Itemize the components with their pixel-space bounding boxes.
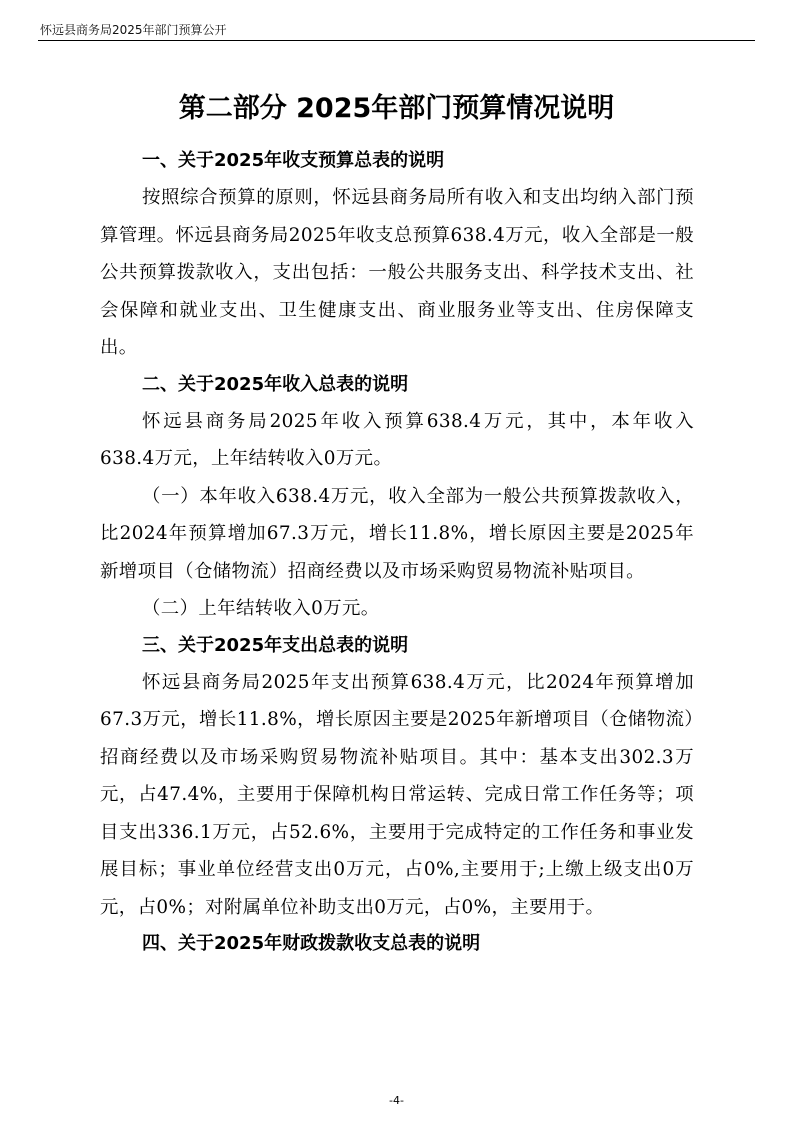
paragraph: （二）上年结转收入0万元。 <box>142 598 380 619</box>
header-divider <box>38 40 755 41</box>
paragraph: （一）本年收入638.4万元，收入全部为一般公共预算拨款收入，比2024年预算增加67.3万元，增长11.8%，增长原因主要是2025年新增项目（仓储物流）招商经费以及市场采购贸易物流补贴项目。 <box>100 485 694 582</box>
section-heading-4: 四、关于2025年财政拨款收支总表的说明 <box>142 933 481 954</box>
paragraph: 怀远县商务局2025年收入预算638.4万元，其中，本年收入638.4万元，上年结转收入0万元。 <box>100 410 694 469</box>
document-body <box>100 143 694 962</box>
page-title: 第二部分 2025年部门预算情况说明 <box>178 93 615 124</box>
running-header: 怀远县商务局2025年部门预算公开 <box>40 23 227 37</box>
page-number: -4- <box>389 1094 404 1107</box>
section-heading-3: 三、关于2025年支出总表的说明 <box>142 634 409 656</box>
section-heading-2: 二、关于2025年收入总表的说明 <box>142 373 409 395</box>
paragraph: 怀远县商务局2025年支出预算638.4万元，比2024年预算增加67.3万元，增长11.8%，增长原因主要是2025年新增项目（仓储物流）招商经费以及市场采购贸易物流补贴项目。其中：基本支出302.3万元，占47.4%，主要用于保障机构日常运转、完成日常工作任务等；项目支出336.1万元，占52.6%，主要用于完成特定的工作任务和事业发展目标；事业单位经营支出0万元，占0%,主要用于;上缴上级支出0万元，占0%；对附属单位补助支出0万元，占0%，主要用于。 <box>100 671 694 918</box>
section-heading-1: 一、关于2025年收支预算总表的说明 <box>142 150 445 171</box>
paragraph: 按照综合预算的原则，怀远县商务局所有收入和支出均纳入部门预算管理。怀远县商务局2025年收支总预算638.4万元，收入全部是一般公共预算拨款收入，支出包括：一般公共服务支出、科学技术支出、社会保障和就业支出、卫生健康支出、商业服务业等支出、住房保障支出。 <box>100 187 694 358</box>
